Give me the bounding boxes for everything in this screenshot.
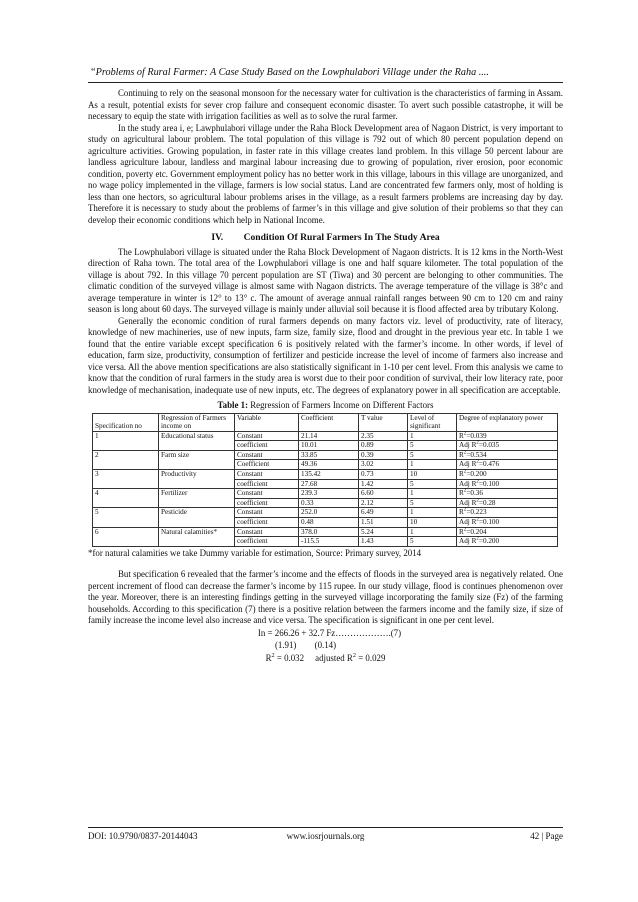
cell-tvalue: 6.60 bbox=[359, 489, 408, 499]
table-row bbox=[93, 527, 558, 537]
cell-tvalue: 0.89 bbox=[359, 441, 408, 451]
adjusted-r-squared: adjusted $R^2 = 0.029$ bbox=[315, 651, 386, 663]
cell-degree: Adj $R^2=0.035$ bbox=[457, 441, 558, 451]
cell-degree: Adj $R^2=0.476$ bbox=[457, 460, 558, 470]
table-row bbox=[93, 508, 558, 518]
cell-coefficient: 0.48 bbox=[299, 518, 359, 528]
table-caption bbox=[88, 400, 563, 412]
cell-variable: Constant bbox=[235, 450, 299, 460]
cell-variable: coefficient bbox=[235, 441, 299, 451]
table-row bbox=[93, 470, 558, 480]
paragraph-monsoon: Continuing to rely on the seasonal monsoon for the necessary water for cultivation is the characteristics of farming in Assam. As a result, potential exists for sever crop failure and consequent economic disaster. To avert such possible catastrophe, it will be necessary to equip the state with irrigation facilities as well as to solve the rural farmer. bbox=[88, 88, 563, 121]
cell-tvalue: 5.24 bbox=[359, 527, 408, 537]
header-spec: Specification no bbox=[93, 413, 159, 431]
standard-errors bbox=[88, 639, 523, 652]
cell-spec: 4 bbox=[93, 489, 159, 508]
cell-spec: 6 bbox=[93, 527, 159, 546]
cell-coefficient: 27.68 bbox=[299, 479, 359, 489]
footer-rule bbox=[88, 827, 563, 828]
cell-factor: Educational status bbox=[159, 431, 235, 450]
cell-level: 1 bbox=[408, 527, 457, 537]
header-rule bbox=[88, 82, 563, 83]
footer-page-number: 42 | Page bbox=[530, 831, 563, 841]
cell-degree: $R^2=0.039$ bbox=[457, 431, 558, 441]
cell-degree: $R^2=0.36$ bbox=[457, 489, 558, 499]
cell-tvalue: 1.43 bbox=[359, 537, 408, 547]
header-level: Level of significant bbox=[408, 413, 457, 431]
cell-variable: coefficient bbox=[235, 537, 299, 547]
cell-degree: Adj $R^2=0.200$ bbox=[457, 537, 558, 547]
cell-degree: $R^2=0.223$ bbox=[457, 508, 558, 518]
table-caption-label: Table 1: bbox=[217, 400, 249, 410]
footer-site: www.iosrjournals.org bbox=[286, 831, 365, 841]
cell-degree: $R^2=0.200$ bbox=[457, 470, 558, 480]
paragraph-study-area: In the study area i, e; Lawphulabori village under the Raha Block Development area of Nagaon District, is very important to study on agricultural labour problem. The total population of this village is 792 out of which 80 percent population depend on agriculture activities. Growing population, in faster rate in this village creates land problem. In this village 50 percent labour are landless agriculture labour, landless and marginal labour increasing due to growing of population, river erosion, poor economic condition, poverty etc. Government employment policy has no better work in this village, labours in this village are unorganized, and no wage policy implemented in the village, farmers is low social status. Land are concentrated few farmers only, most of holding is less than one hectors, so agricultural labour problems arises in the village, as a result farmers problems are increasing day by day. Therefore it is necessary to study about the problems of farmer’s in this village and give solution of their problems so that they can develop their economic conditions which help in National Income. bbox=[88, 122, 563, 225]
cell-variable: coefficient bbox=[235, 498, 299, 508]
cell-level: 5 bbox=[408, 479, 457, 489]
cell-variable: Coefficient bbox=[235, 460, 299, 470]
cell-coefficient: 378.0 bbox=[299, 527, 359, 537]
standard-error-1: (1.91) bbox=[274, 640, 297, 651]
cell-tvalue: 6.49 bbox=[359, 508, 408, 518]
cell-degree: $R^2=0.534$ bbox=[457, 450, 558, 460]
section-number: IV. bbox=[211, 232, 224, 243]
header-tvalue: T value bbox=[359, 413, 408, 431]
cell-degree: Adj $R^2=0.28$ bbox=[457, 498, 558, 508]
running-head: “Problems of Rural Farmer: A Case Study Based on the Lowphulabori Village under the Raha .... bbox=[90, 67, 489, 78]
cell-coefficient: 252.0 bbox=[299, 508, 359, 518]
cell-factor: Natural calamities* bbox=[159, 527, 235, 546]
cell-tvalue: 1.51 bbox=[359, 518, 408, 528]
cell-coefficient: 135.42 bbox=[299, 470, 359, 480]
table-row bbox=[93, 450, 558, 460]
cell-coefficient: 33.85 bbox=[299, 450, 359, 460]
table-caption-text: Regression of Farmers Income on Different Factors bbox=[250, 400, 434, 410]
cell-coefficient: 10.01 bbox=[299, 441, 359, 451]
article-body bbox=[88, 88, 563, 664]
cell-factor: Fertilizer bbox=[159, 489, 235, 508]
cell-spec: 2 bbox=[93, 450, 159, 469]
section-heading bbox=[88, 232, 563, 244]
table-header-row bbox=[93, 413, 558, 431]
table-note: *for natural calamities we take Dummy variable for estimation, Source: Primary survey, 2014 bbox=[88, 547, 422, 558]
table-row bbox=[93, 431, 558, 441]
cell-variable: coefficient bbox=[235, 518, 299, 528]
cell-level: 5 bbox=[408, 450, 457, 460]
cell-tvalue: 3.02 bbox=[359, 460, 408, 470]
cell-level: 5 bbox=[408, 498, 457, 508]
cell-spec: 1 bbox=[93, 431, 159, 450]
cell-level: 5 bbox=[408, 441, 457, 451]
cell-degree: Adj $R^2=0.100$ bbox=[457, 479, 558, 489]
cell-tvalue: 0.73 bbox=[359, 470, 408, 480]
fit-statistics bbox=[88, 652, 563, 665]
cell-factor: Farm size bbox=[159, 450, 235, 469]
cell-coefficient: 0.33 bbox=[299, 498, 359, 508]
cell-tvalue: 1.42 bbox=[359, 479, 408, 489]
cell-variable: Constant bbox=[235, 470, 299, 480]
header-coefficient: Coefficient bbox=[299, 413, 359, 431]
cell-spec: 5 bbox=[93, 508, 159, 527]
cell-tvalue: 2.35 bbox=[359, 431, 408, 441]
section-title: Condition Of Rural Farmers In The Study Area bbox=[243, 232, 440, 243]
cell-level: 5 bbox=[408, 537, 457, 547]
cell-coefficient: -115.5 bbox=[299, 537, 359, 547]
cell-degree: Adj $R^2=0.100$ bbox=[457, 518, 558, 528]
table-body bbox=[93, 431, 558, 546]
cell-tvalue: 0.39 bbox=[359, 450, 408, 460]
cell-variable: Constant bbox=[235, 489, 299, 499]
cell-level: 1 bbox=[408, 460, 457, 470]
paragraph-specification-6: But specification 6 revealed that the farmer’s income and the effects of floods in the surveyed area is negatively related. One percent increment of flood can decrease the farmer’s income by 115 rupee. In our study village, flood is continues phenomenon over the year. Moreover, there is an interesting findings getting in the surveyed village incorporating the family size (Fz) of the farming households. According to this specification (7) there is a positive relation between the farmers income and the family size, if size of family increase the income level also increase and vice versa. The specification is significant in one per cent level. bbox=[88, 569, 563, 626]
cell-level: 1 bbox=[408, 431, 457, 441]
regression-equation: In = 266.26 + 32.7 Fz……………….(7) bbox=[257, 627, 402, 638]
cell-level: 1 bbox=[408, 489, 457, 499]
cell-variable: Constant bbox=[235, 431, 299, 441]
cell-variable: Constant bbox=[235, 527, 299, 537]
cell-coefficient: 239.3 bbox=[299, 489, 359, 499]
header-regression: Regression of Farmers income on bbox=[159, 413, 235, 431]
header-degree: Degree of explanatory power bbox=[457, 413, 558, 431]
cell-tvalue: 2.12 bbox=[359, 498, 408, 508]
equation-block bbox=[88, 627, 563, 665]
cell-degree: $R^2=0.204$ bbox=[457, 527, 558, 537]
cell-coefficient: 21.14 bbox=[299, 431, 359, 441]
cell-variable: Constant bbox=[235, 508, 299, 518]
paragraph-village: The Lowphulabori village is situated under the Raha Block Development of Nagaon districts. It is 12 kms in the North-West direction of Raha town. The total area of the Lowphulabori village is one and half square kilometer. The total population of the village is about 792. In this village 70 percent population are ST (Tiwa) and 30 percent are belonging to other communities. The climatic condition of the surveyed village is almost same with Nagaon districts. The average temperature of the village is 38°c and average temperature in winter is 12° to 13° c. The amount of average annual rainfall ranges between 90 cm to 120 cm and rainy season is long about 60 days. The surveyed village is mainly under alluvial soil because it is flood affected area by tributary Kolong. bbox=[88, 246, 563, 314]
regression-table bbox=[92, 413, 558, 547]
table-row bbox=[93, 489, 558, 499]
cell-factor: Pesticide bbox=[159, 508, 235, 527]
standard-error-2: (0.14) bbox=[314, 640, 337, 651]
cell-spec: 3 bbox=[93, 470, 159, 489]
cell-level: 10 bbox=[408, 518, 457, 528]
cell-level: 1 bbox=[408, 508, 457, 518]
cell-factor: Productivity bbox=[159, 470, 235, 489]
cell-level: 10 bbox=[408, 470, 457, 480]
footer-doi: DOI: 10.9790/0837-20144043 bbox=[88, 831, 198, 841]
header-variable: Variable bbox=[235, 413, 299, 431]
cell-variable: coefficient bbox=[235, 479, 299, 489]
cell-coefficient: 49.36 bbox=[299, 460, 359, 470]
r-squared: $R^2 = 0.032$ bbox=[265, 651, 305, 663]
paragraph-economic-condition: Generally the economic condition of rural farmers depends on many factors viz. level of productivity, rate of literacy, knowledge of new machineries, use of new inputs, farm size, family size, flood and drought in the previous year etc. In table 1 we found that the entire variable except specification 6 is positively related with the farmer’s income. In other words, if level of education, farm size, productivity, consumption of fertilizer and pesticide increase the level of income of farmers also increase and vice versa. All the above mention specifications are also statistically significant in 1-10 per cent level. From this analysis we came to know that the condition of rural farmers in the study area is worst due to their poor condition of survival, their low literacy rate, poor knowledge of mechanisation, inadequate use of new inputs, etc. The degrees of explanatory power in all specification are acceptable. bbox=[88, 315, 563, 395]
